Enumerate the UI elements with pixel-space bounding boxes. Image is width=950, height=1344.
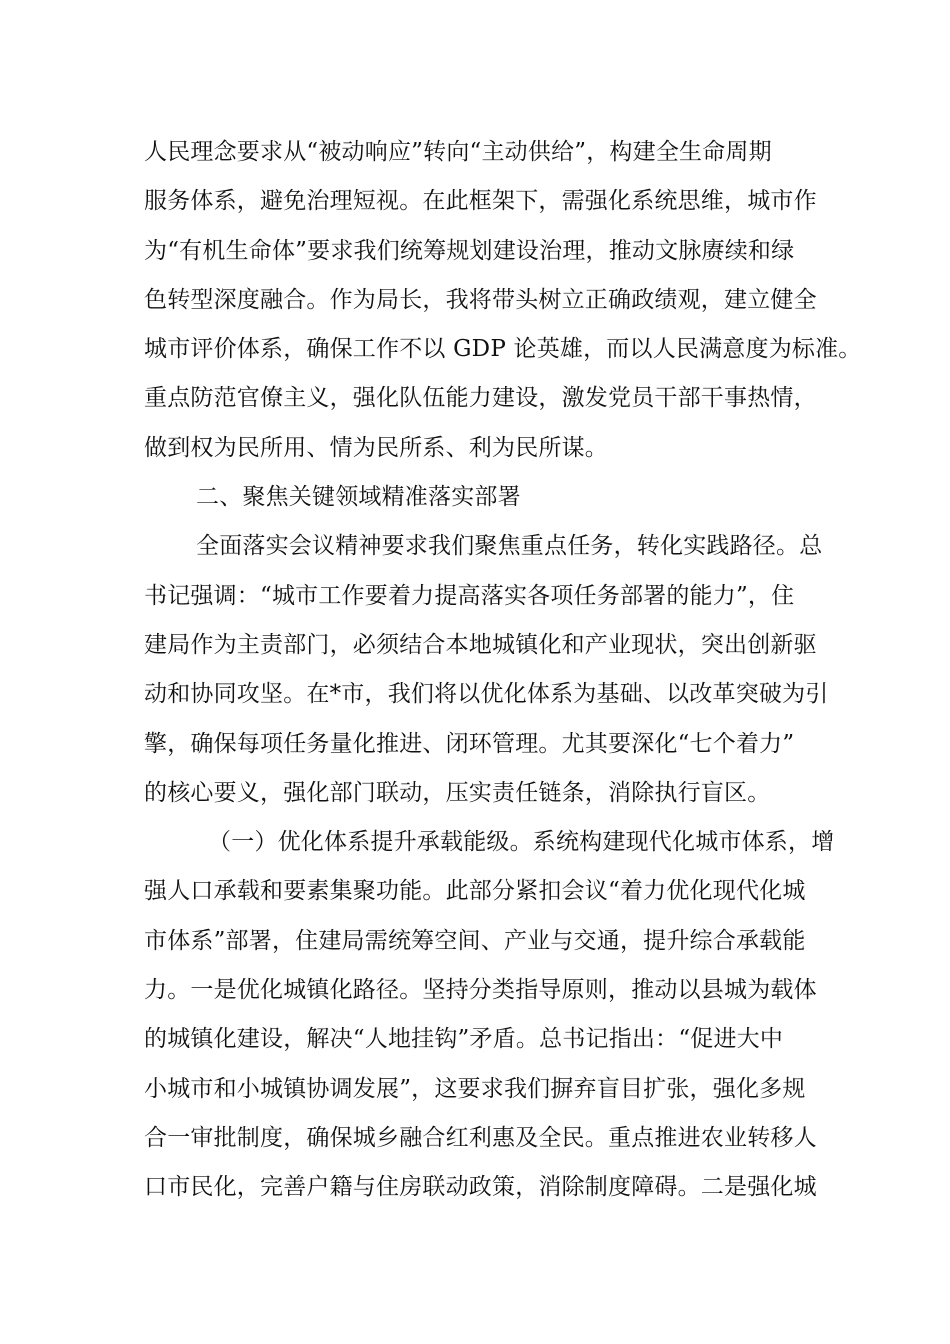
- subsection-line: （一）优化体系提升承载能级。系统构建现代化城市体系，增: [208, 829, 835, 856]
- section-heading: 二、聚焦关键领域精准落实部署: [196, 484, 521, 511]
- text-line: 小城市和小城镇协调发展”，这要求我们摒弃盲目扩张，强化多规: [144, 1075, 806, 1102]
- text-line: 服务体系，避免治理短视。在此框架下，需强化系统思维，城市作: [144, 188, 817, 215]
- document-body: [144, 132, 862, 1217]
- text-line: 的核心要义，强化部门联动，压实责任链条，消除执行盲区。: [144, 779, 771, 806]
- text-line: 建局作为主责部门，必须结合本地城镇化和产业现状，突出创新驱: [144, 631, 817, 658]
- text-line: 全面落实会议精神要求我们聚焦重点任务，转化实践路径。总: [196, 533, 823, 560]
- text-line: 重点防范官僚主义，强化队伍能力建设，激发党员干部干事热情，: [144, 385, 817, 412]
- text-line: 色转型深度融合。作为局长，我将带头树立正确政绩观，建立健全: [144, 286, 817, 313]
- text-line: 擎，确保每项任务量化推进、闭环管理。尤其要深化“七个着力”: [144, 730, 795, 757]
- text-line: 强人口承载和要素集聚功能。此部分紧扣会议“着力优化现代化城: [144, 878, 806, 905]
- text-line: 力。一是优化城镇化路径。坚持分类指导原则，推动以县城为载体: [144, 977, 817, 1004]
- text-line: 动和协同攻坚。在*市，我们将以优化体系为基础、以改革突破为引: [144, 681, 829, 708]
- text-line: 做到权为民所用、情为民所系、利为民所谋。: [144, 434, 608, 461]
- text-line: 城市评价体系，确保工作不以 GDP 论英雄，而以人民满意度为标准。: [144, 336, 862, 363]
- text-line: 人民理念要求从“被动响应”转向“主动供给”，构建全生命周期: [144, 139, 772, 165]
- text-line: 口市民化，完善户籍与住房联动政策，消除制度障碍。二是强化城: [144, 1174, 817, 1201]
- text-line: 合一审批制度，确保城乡融合红利惠及全民。重点推进农业转移人: [144, 1124, 817, 1151]
- text-line: 的城镇化建设，解决“人地挂钩”矛盾。总书记指出：“促进大中: [144, 1026, 784, 1053]
- text-line: 市体系”部署，住建局需统筹空间、产业与交通，提升综合承载能: [144, 927, 806, 954]
- text-line: 为“有机生命体”要求我们统筹规划建设治理，推动文脉赓续和绿: [144, 237, 795, 264]
- text-line: 书记强调：“城市工作要着力提高落实各项任务部署的能力”，住: [144, 582, 795, 609]
